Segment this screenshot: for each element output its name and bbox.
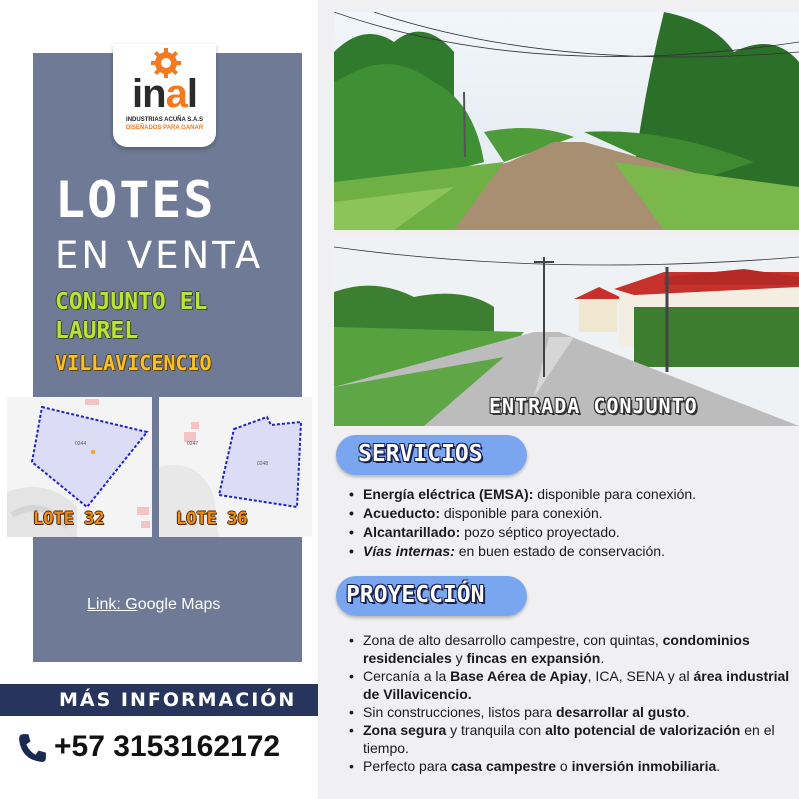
headline-lotes: LOTES	[55, 171, 216, 229]
list-item: • Vías internas: en buen estado de conservación.	[347, 542, 792, 561]
company-tagline: DISEÑADOS PARA GANAR	[125, 125, 204, 131]
logo-wordmark: inal	[132, 72, 197, 116]
entrance-caption: ENTRADA CONJUNTO	[489, 394, 698, 418]
list-item: • Zona segura y tranquila con alto potencial de valorización en el tiempo.	[347, 721, 792, 757]
lot-36-label: LOTE 36	[176, 509, 248, 529]
list-item: • Sin construcciones, listos para desarrollar al gusto.	[347, 703, 792, 721]
plot-id-neighbor: 0247	[187, 441, 199, 447]
proyeccion-list	[347, 631, 792, 775]
lot-32-label: LOTE 32	[33, 509, 105, 529]
plot-id: 0244	[75, 441, 87, 447]
list-item: • Cercanía a la Base Aérea de Apiay, ICA, SENA y al área industrial de Villavicencio.	[347, 667, 792, 703]
company-name: INDUSTRIAS ACUÑA S.A.S	[126, 117, 203, 123]
list-item: • Energía eléctrica (EMSA): disponible para conexión.	[347, 485, 792, 504]
servicios-title: SERVICIOS	[358, 441, 483, 467]
proyeccion-title: PROYECCIÓN	[346, 582, 485, 608]
headline-en-venta: EN VENTA	[55, 234, 264, 277]
brand-logo	[113, 44, 216, 147]
list-item: • Alcantarillado: pozo séptico proyectado.	[347, 523, 792, 542]
lot-photo-image	[334, 12, 799, 230]
project-name: CONJUNTO EL LAUREL	[55, 289, 208, 344]
google-maps-link[interactable]: Link: Google Maps	[87, 596, 221, 613]
plot-id: 0248	[257, 461, 269, 467]
servicios-list	[347, 485, 792, 561]
phone-number[interactable]: +57 3153162172	[54, 730, 281, 763]
list-item: • Perfecto para casa campestre o inversión inmobiliaria.	[347, 757, 792, 775]
lot-photo	[334, 12, 799, 230]
phone-icon	[16, 731, 49, 764]
list-item: • Acueducto: disponible para conexión.	[347, 504, 792, 523]
city-name: VILLAVICENCIO	[55, 351, 212, 375]
list-item: • Zona de alto desarrollo campestre, con quintas, condominios residenciales y fincas en expansión.	[347, 631, 792, 667]
more-info-heading: MÁS INFORMACIÓN	[59, 689, 297, 711]
